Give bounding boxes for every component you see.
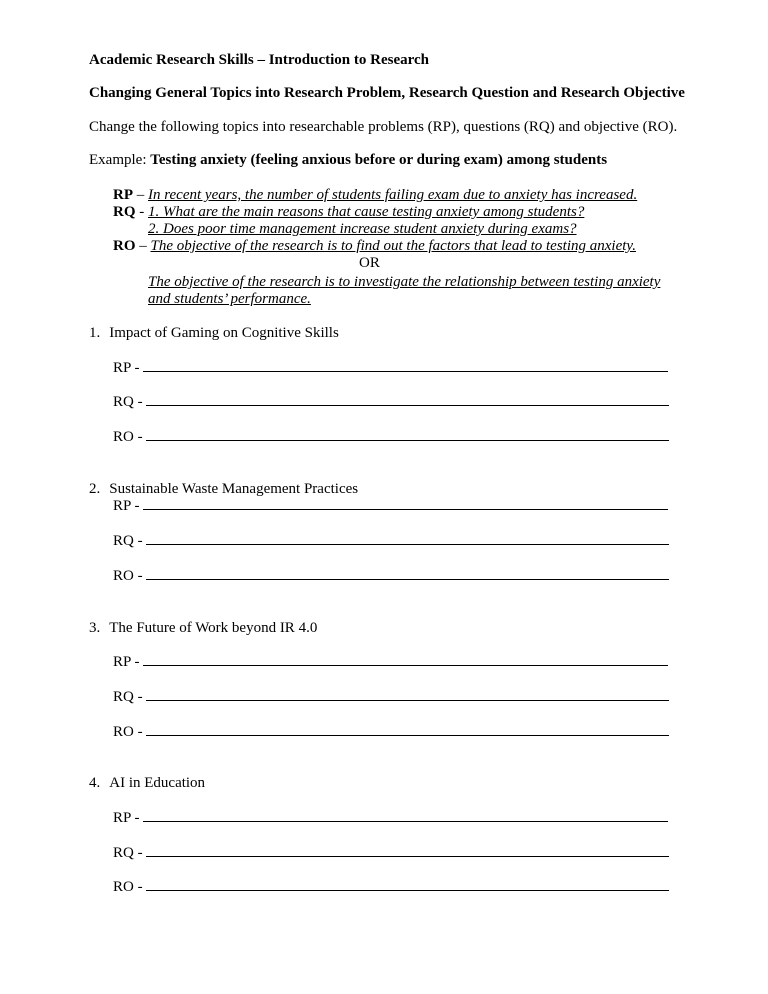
example-rq1-text: 1. What are the main reasons that cause testing anxiety among students? — [148, 204, 585, 220]
topic-number: 1. — [89, 325, 101, 341]
ro-label: RO - — [113, 879, 143, 895]
example-topic: Testing anxiety (feeling anxious before or during exam) among students — [150, 152, 608, 168]
answer-row-rp — [113, 359, 668, 377]
rq-label: RQ — [113, 204, 136, 220]
document-title: Academic Research Skills – Introduction to Research — [89, 52, 429, 68]
example-heading — [89, 151, 607, 169]
topic-heading — [89, 774, 205, 792]
topic-number: 2. — [89, 481, 101, 497]
answer-row-rq — [113, 532, 669, 550]
rq-label: RQ - — [113, 533, 143, 549]
answer-row-rp — [113, 497, 668, 515]
rq-label: RQ - — [113, 845, 143, 861]
rp-label: RP — [113, 187, 133, 203]
answer-row-ro — [113, 428, 669, 446]
topic-title: Sustainable Waste Management Practices — [109, 481, 359, 497]
rq-answer-blank[interactable] — [146, 532, 669, 545]
example-ro2-text-cont: and students’ performance. — [148, 291, 311, 307]
topic-title: AI in Education — [109, 775, 206, 791]
answer-row-rq — [113, 393, 669, 411]
or-text: OR — [359, 255, 380, 271]
rp-label: RP - — [113, 810, 140, 826]
ro-answer-blank[interactable] — [146, 428, 669, 441]
rp-answer-blank[interactable] — [143, 809, 668, 822]
rp-label: RP - — [113, 360, 140, 376]
answer-row-rq — [113, 844, 669, 862]
topic-number: 4. — [89, 775, 101, 791]
example-ro1-text: The objective of the research is to find out the factors that lead to testing anxiety. — [150, 238, 636, 254]
example-rq — [113, 203, 584, 221]
rq-answer-blank[interactable] — [146, 688, 669, 701]
topic-title: Impact of Gaming on Cognitive Skills — [109, 325, 339, 341]
rp-answer-blank[interactable] — [143, 497, 668, 510]
ro-label: RO — [113, 238, 136, 254]
rq-label: RQ - — [113, 689, 143, 705]
answer-row-ro — [113, 878, 669, 896]
ro-answer-blank[interactable] — [146, 878, 669, 891]
separator: – — [133, 187, 148, 203]
ro-answer-blank[interactable] — [146, 723, 669, 736]
instruction: Change the following topics into researchable problems (RP), questions (RQ) and objective (RO). — [89, 119, 678, 135]
separator: – — [135, 238, 151, 254]
topic-number: 3. — [89, 620, 101, 636]
example-rp-text: In recent years, the number of students failing exam due to anxiety has increased. — [148, 187, 638, 203]
example-ro2-text: The objective of the research is to investigate the relationship between testing anxiety — [148, 274, 661, 290]
rq-answer-blank[interactable] — [146, 393, 669, 406]
rp-answer-blank[interactable] — [143, 653, 668, 666]
rp-answer-blank[interactable] — [143, 359, 668, 372]
topic-title: The Future of Work beyond IR 4.0 — [109, 620, 318, 636]
ro-label: RO - — [113, 429, 143, 445]
separator: - — [135, 204, 148, 220]
example-rp — [113, 186, 637, 204]
rq-answer-blank[interactable] — [146, 844, 669, 857]
example-label: Example: — [89, 152, 151, 168]
topic-heading — [89, 324, 339, 342]
ro-label: RO - — [113, 568, 143, 584]
answer-row-ro — [113, 567, 669, 585]
rq-label: RQ - — [113, 394, 143, 410]
answer-row-ro — [113, 723, 669, 741]
topic-heading — [89, 619, 317, 637]
rp-label: RP - — [113, 498, 140, 514]
answer-row-rp — [113, 809, 668, 827]
document-subtitle: Changing General Topics into Research Problem, Research Question and Research Objective — [89, 85, 685, 101]
ro-label: RO - — [113, 724, 143, 740]
answer-row-rq — [113, 688, 669, 706]
example-rq2-text: 2. Does poor time management increase student anxiety during exams? — [148, 221, 577, 237]
topic-heading — [89, 480, 358, 498]
example-ro — [113, 237, 636, 255]
answer-row-rp — [113, 653, 668, 671]
rp-label: RP - — [113, 654, 140, 670]
ro-answer-blank[interactable] — [146, 567, 669, 580]
